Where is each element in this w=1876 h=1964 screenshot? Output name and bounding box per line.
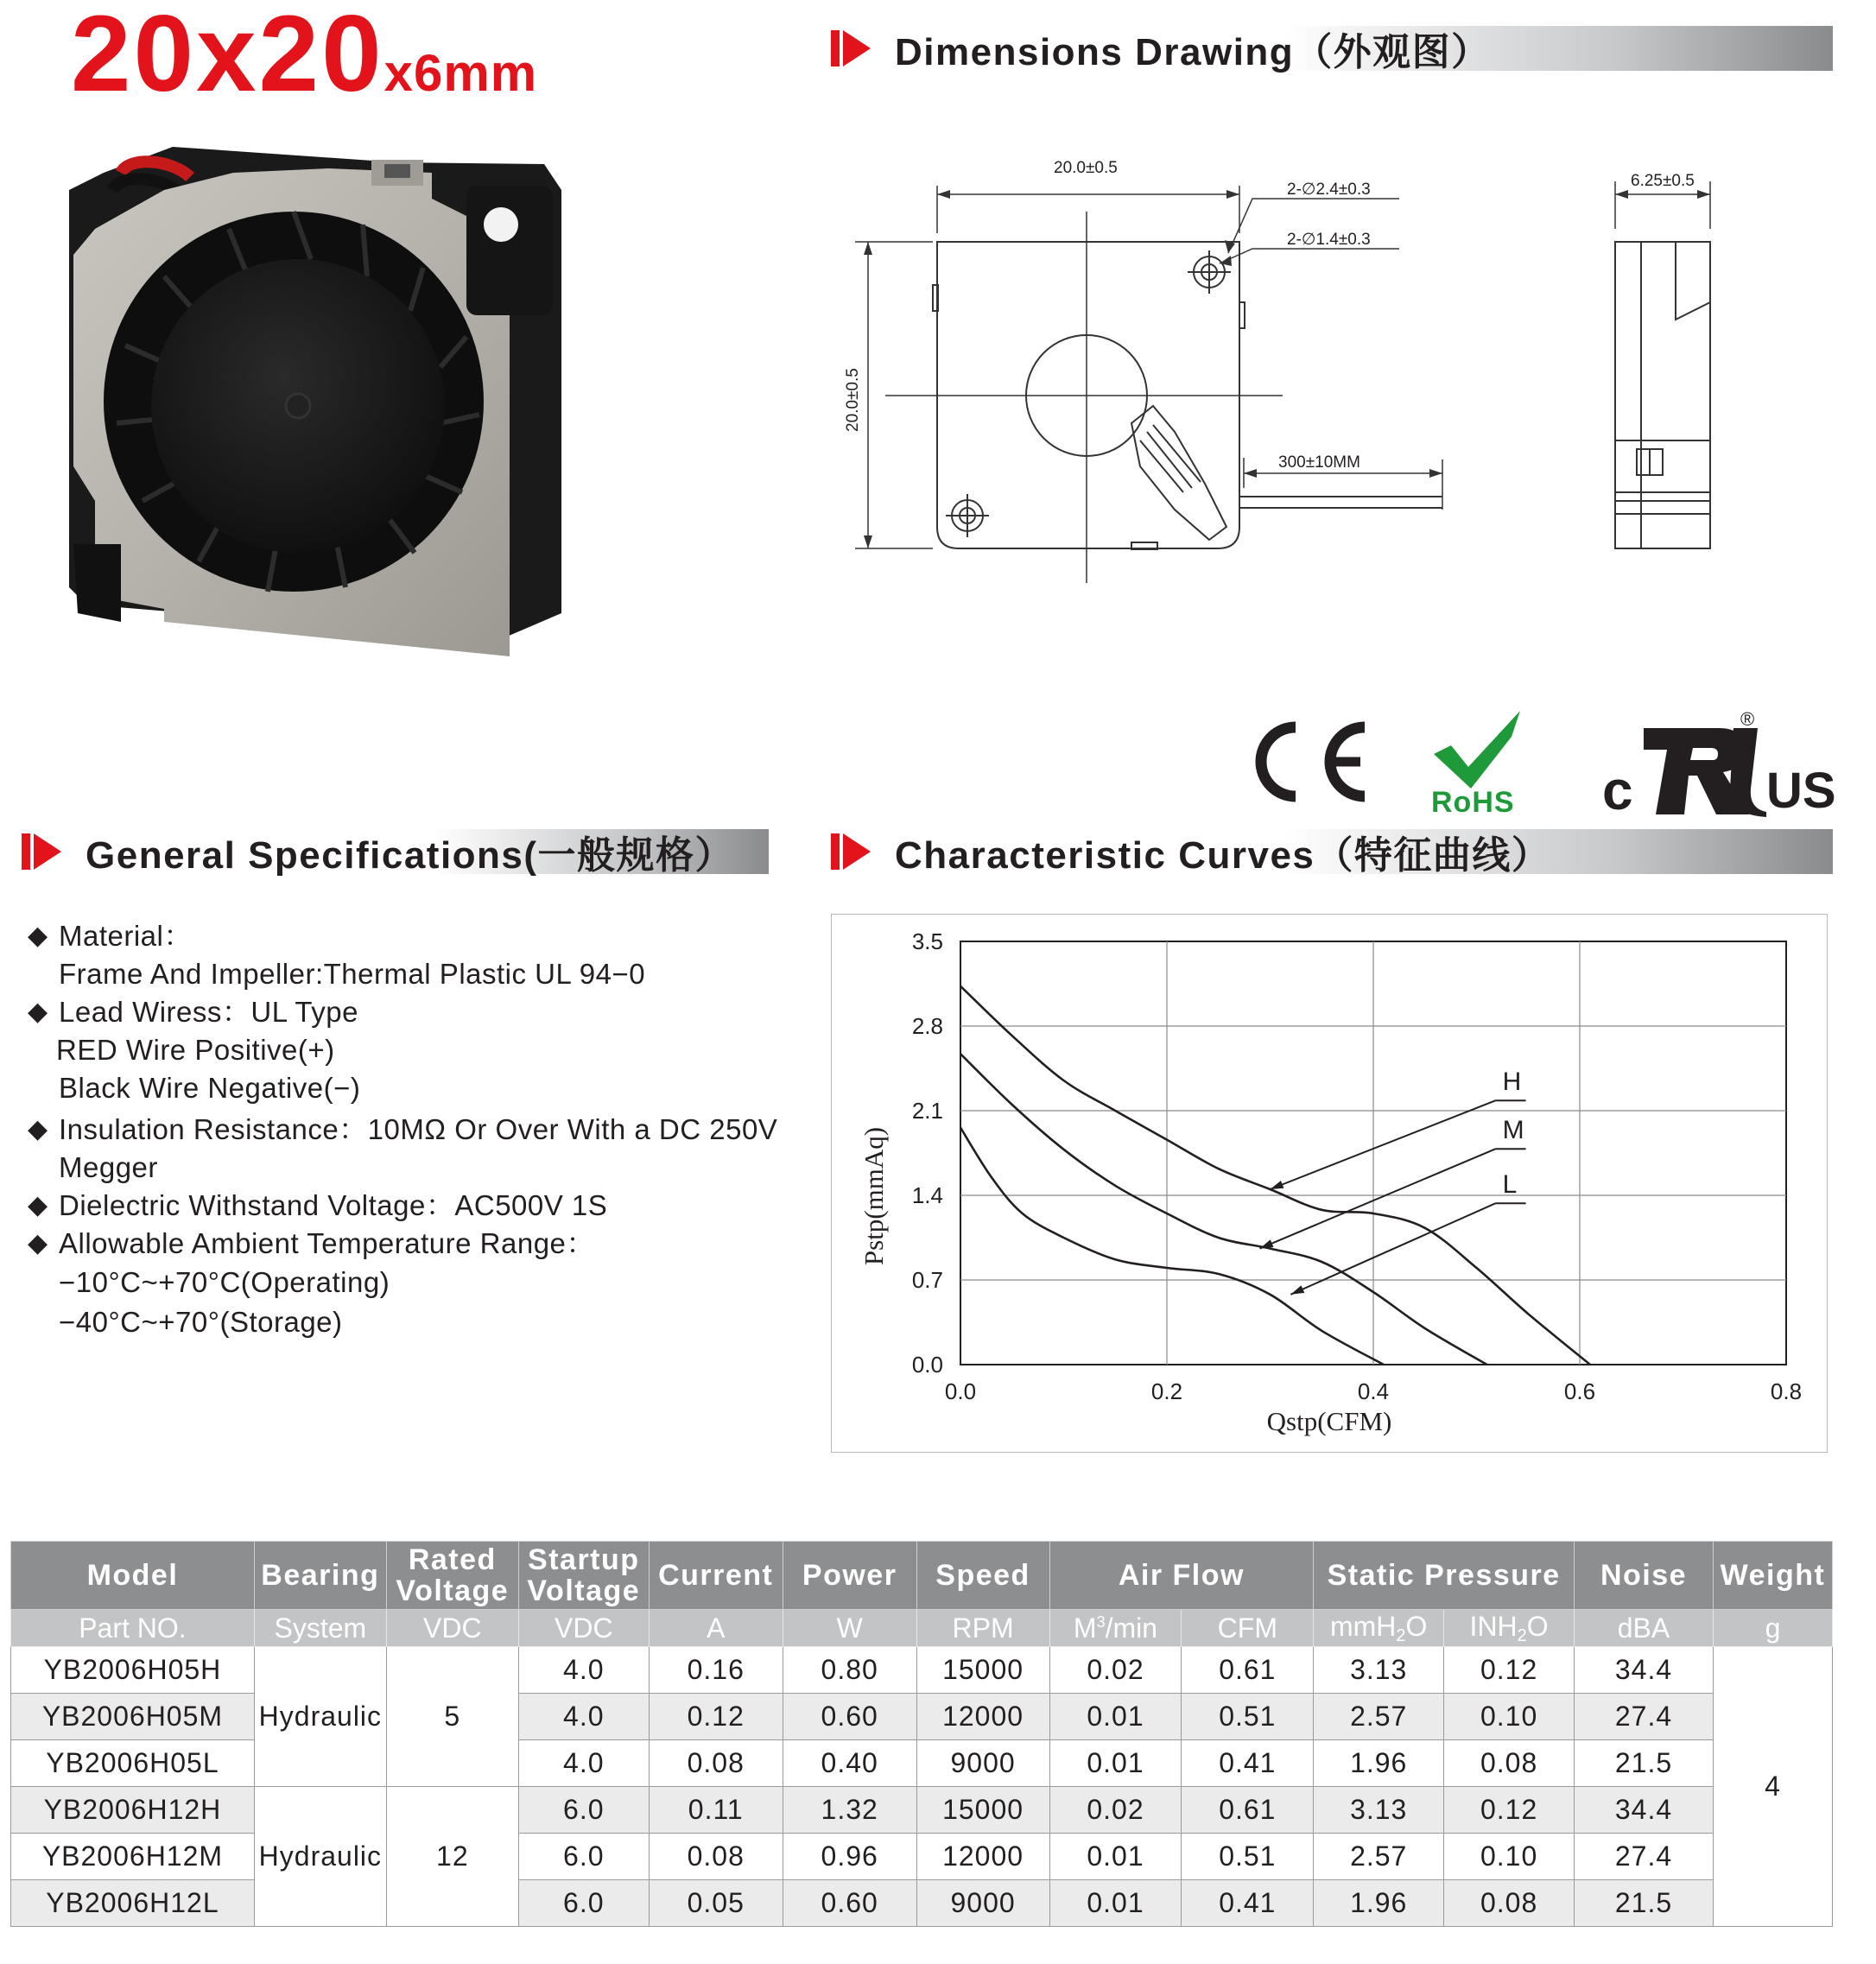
section-header-curves xyxy=(831,829,1833,877)
cell-airflow-m3min: 0.01 xyxy=(1049,1740,1182,1787)
th-air-flow: Air Flow xyxy=(1049,1542,1314,1610)
cell-startup-voltage: 4.0 xyxy=(518,1647,649,1694)
dim-height-label: 20.0±0.5 xyxy=(844,368,862,432)
spec-material xyxy=(28,917,840,955)
y-tick-label: 3.5 xyxy=(911,928,943,954)
unit-dba: dBA xyxy=(1575,1610,1714,1647)
cell-airflow-cfm: 0.61 xyxy=(1182,1647,1314,1694)
table-row xyxy=(11,1647,1833,1694)
cell-speed: 15000 xyxy=(916,1787,1049,1834)
th-startup-voltage: Startup Voltage xyxy=(518,1542,649,1610)
annotation-leader xyxy=(1260,1149,1496,1248)
unit-amps: A xyxy=(649,1610,783,1647)
y-tick-label: 0.0 xyxy=(911,1352,943,1378)
chart-ylabel: Pstp(mmAq) xyxy=(859,1126,889,1266)
arrow-marker-icon xyxy=(22,832,61,871)
cell-startup-voltage: 4.0 xyxy=(518,1694,649,1740)
spec-ambient-label: Allowable Ambient Temperature Range： xyxy=(59,1227,595,1259)
cell-airflow-cfm: 0.41 xyxy=(1182,1880,1314,1927)
cell-noise: 34.4 xyxy=(1575,1787,1714,1834)
cell-pressure-inh2o: 0.08 xyxy=(1444,1740,1575,1787)
table-row xyxy=(11,1787,1833,1834)
section-title-dimensions: Dimensions Drawing（外观图） xyxy=(895,31,1491,73)
product-title xyxy=(71,0,537,127)
y-tick-label: 0.7 xyxy=(911,1267,943,1293)
ul-c-label: c xyxy=(1602,759,1633,821)
y-tick-label: 1.4 xyxy=(911,1182,943,1208)
cell-pressure-inh2o: 0.08 xyxy=(1444,1880,1575,1927)
th-static-pressure: Static Pressure xyxy=(1314,1542,1575,1610)
spec-lead-black: Black Wire Negative(−) xyxy=(59,1072,361,1104)
x-tick-label: 0.2 xyxy=(1150,1378,1183,1404)
annotation-arrowhead xyxy=(1271,1181,1284,1189)
cell-power: 0.60 xyxy=(783,1694,916,1740)
cell-power: 0.60 xyxy=(783,1880,916,1927)
cell-power: 0.80 xyxy=(783,1647,916,1694)
spec-lead-red: RED Wire Positive(+) xyxy=(56,1034,335,1066)
dim-thickness-label: 6.25±0.5 xyxy=(1631,172,1695,190)
cell-bearing: Hydraulic xyxy=(254,1647,386,1787)
cell-speed: 9000 xyxy=(916,1740,1049,1787)
arrow-marker-icon xyxy=(831,832,871,871)
cell-noise: 21.5 xyxy=(1575,1740,1714,1787)
spec-insulation-megger: Megger xyxy=(59,1151,158,1183)
cell-speed: 12000 xyxy=(916,1694,1049,1740)
dim-width-label: 20.0±0.5 xyxy=(1054,159,1118,177)
cell-pressure-inh2o: 0.10 xyxy=(1444,1834,1575,1880)
th-model: Model xyxy=(11,1542,255,1610)
cell-rated-voltage: 12 xyxy=(386,1787,518,1927)
cell-pressure-inh2o: 0.12 xyxy=(1444,1787,1575,1834)
cell-pressure-inh2o: 0.12 xyxy=(1444,1647,1575,1694)
fan-product-image xyxy=(60,138,579,665)
spec-operating: −10°C~+70°C(Operating) xyxy=(59,1266,390,1298)
spec-storage: −40°C~+70°(Storage) xyxy=(59,1306,343,1338)
unit-rpm: RPM xyxy=(916,1610,1049,1647)
section-title-curves: Characteristic Curves（特征曲线） xyxy=(895,834,1551,877)
spec-dielectric xyxy=(28,1187,840,1225)
diamond-bullet-icon: ◆ xyxy=(28,922,48,950)
cell-model: YB2006H05H xyxy=(11,1647,255,1694)
diamond-bullet-icon: ◆ xyxy=(28,1115,48,1144)
cell-noise: 27.4 xyxy=(1575,1834,1714,1880)
curve-m xyxy=(960,1054,1486,1365)
cell-pressure-mmh2o: 3.13 xyxy=(1314,1787,1444,1834)
th-noise: Noise xyxy=(1575,1542,1714,1610)
cell-airflow-m3min: 0.01 xyxy=(1049,1694,1182,1740)
arrow-marker-icon xyxy=(831,29,871,68)
curve-l xyxy=(960,1128,1384,1365)
ul-us-label: US xyxy=(1766,763,1836,819)
x-tick-label: 0.6 xyxy=(1563,1378,1596,1404)
unit-vdc: VDC xyxy=(518,1610,649,1647)
unit-vdc: VDC xyxy=(386,1610,518,1647)
cell-airflow-cfm: 0.41 xyxy=(1182,1740,1314,1787)
y-tick-label: 2.8 xyxy=(911,1013,943,1039)
general-specifications xyxy=(28,917,840,1342)
cell-noise: 21.5 xyxy=(1575,1880,1714,1927)
cell-airflow-cfm: 0.51 xyxy=(1182,1694,1314,1740)
cell-startup-voltage: 6.0 xyxy=(518,1834,649,1880)
cell-noise: 34.4 xyxy=(1575,1647,1714,1694)
annotation-leader xyxy=(1271,1100,1496,1189)
unit-watts: W xyxy=(783,1610,916,1647)
spec-dielectric-label: Dielectric Withstand Voltage：AC500V 1S xyxy=(59,1189,608,1221)
cell-airflow-m3min: 0.02 xyxy=(1049,1647,1182,1694)
rohs-mark xyxy=(1429,706,1533,819)
unit-m3min: $M^3/\min$ xyxy=(1049,1610,1182,1647)
cell-model: YB2006H05M xyxy=(11,1694,255,1740)
cell-pressure-inh2o: 0.10 xyxy=(1444,1694,1575,1740)
cell-current: 0.08 xyxy=(649,1740,783,1787)
dim-hole-small-label: 2-∅1.4±0.3 xyxy=(1287,231,1371,249)
ce-mark-icon xyxy=(1248,719,1369,805)
spec-material-value: Frame And Impeller:Thermal Plastic UL 94−0 xyxy=(59,958,646,990)
cell-model: YB2006H05L xyxy=(11,1740,255,1787)
cell-current: 0.05 xyxy=(649,1880,783,1927)
cell-current: 0.08 xyxy=(649,1834,783,1880)
cell-model: YB2006H12M xyxy=(11,1834,255,1880)
checkmark-icon xyxy=(1429,706,1533,793)
x-tick-label: 0.4 xyxy=(1357,1378,1390,1404)
th-power: Power xyxy=(783,1542,916,1610)
cell-airflow-cfm: 0.61 xyxy=(1182,1787,1314,1834)
th-speed: Speed xyxy=(916,1542,1049,1610)
title-thickness: x6mm xyxy=(383,44,538,102)
spec-lead-label: Lead Wiress：UL Type xyxy=(59,996,358,1028)
cell-startup-voltage: 4.0 xyxy=(518,1740,649,1787)
cell-power: 1.32 xyxy=(783,1787,916,1834)
dim-hole-large-label: 2-∅2.4±0.3 xyxy=(1287,181,1371,199)
table-units-row xyxy=(11,1610,1833,1647)
curve-label-h: H xyxy=(1502,1068,1522,1097)
curve-label-l: L xyxy=(1502,1170,1518,1200)
cell-airflow-m3min: 0.02 xyxy=(1049,1787,1182,1834)
curve-h xyxy=(960,986,1590,1365)
unit-mmh2o: mmH$_2$O xyxy=(1314,1610,1444,1647)
unit-part-no: Part NO. xyxy=(11,1610,255,1647)
cell-noise: 27.4 xyxy=(1575,1694,1714,1740)
chart-xlabel: Qstp(CFM) xyxy=(1266,1406,1392,1436)
spec-insulation-label: Insulation Resistance：10MΩ Or Over With a DC 250V xyxy=(59,1113,778,1145)
title-size: 20x20 xyxy=(71,0,384,114)
dim-lead-label: 300±10MM xyxy=(1278,453,1360,472)
unit-grams: g xyxy=(1713,1610,1832,1647)
cell-weight: 4 xyxy=(1713,1647,1832,1927)
ul-logo-icon xyxy=(1637,715,1775,819)
section-header-dimensions xyxy=(831,26,1833,71)
ul-registered-label: ® xyxy=(1740,708,1755,730)
cell-startup-voltage: 6.0 xyxy=(518,1880,649,1927)
x-tick-label: 0.8 xyxy=(1770,1378,1803,1404)
dimensions-drawing xyxy=(829,147,1822,596)
th-bearing: Bearing xyxy=(254,1542,386,1610)
ul-mark xyxy=(1602,708,1836,821)
y-tick-label: 2.1 xyxy=(911,1098,943,1124)
th-weight: Weight xyxy=(1713,1542,1832,1610)
section-title-general: General Specifications(一般规格） xyxy=(86,834,735,877)
cell-pressure-mmh2o: 1.96 xyxy=(1314,1880,1444,1927)
cell-current: 0.12 xyxy=(649,1694,783,1740)
diamond-bullet-icon: ◆ xyxy=(28,1191,48,1220)
unit-inh2o: $INH_2O$ xyxy=(1444,1610,1575,1647)
cell-pressure-mmh2o: 2.57 xyxy=(1314,1694,1444,1740)
unit-system: System xyxy=(254,1610,386,1647)
annotation-arrowhead xyxy=(1290,1285,1304,1295)
cell-speed: 9000 xyxy=(916,1880,1049,1927)
annotation-arrowhead xyxy=(1260,1239,1274,1248)
cell-rated-voltage: 5 xyxy=(386,1647,518,1787)
diamond-bullet-icon: ◆ xyxy=(28,1229,48,1258)
curve-label-m: M xyxy=(1502,1116,1524,1145)
spec-ambient xyxy=(28,1225,840,1263)
cell-model: YB2006H12H xyxy=(11,1787,255,1834)
cell-airflow-cfm: 0.51 xyxy=(1182,1834,1314,1880)
section-header-general xyxy=(22,829,769,877)
x-tick-label: 0.0 xyxy=(944,1378,977,1404)
specifications-table xyxy=(10,1541,1833,1927)
cell-model: YB2006H12L xyxy=(11,1880,255,1927)
cell-bearing: Hydraulic xyxy=(254,1787,386,1927)
cell-startup-voltage: 6.0 xyxy=(518,1787,649,1834)
rohs-label: RoHS xyxy=(1431,786,1515,819)
spec-insulation xyxy=(28,1111,840,1149)
cell-airflow-m3min: 0.01 xyxy=(1049,1880,1182,1927)
characteristic-curves-chart xyxy=(831,914,1828,1453)
cell-power: 0.96 xyxy=(783,1834,916,1880)
table-header-row xyxy=(11,1542,1833,1610)
cell-pressure-mmh2o: 2.57 xyxy=(1314,1834,1444,1880)
cell-pressure-mmh2o: 3.13 xyxy=(1314,1647,1444,1694)
diamond-bullet-icon: ◆ xyxy=(28,998,48,1026)
cell-speed: 15000 xyxy=(916,1647,1049,1694)
th-current: Current xyxy=(649,1542,783,1610)
th-rated-voltage: Rated Voltage xyxy=(386,1542,518,1610)
spec-lead xyxy=(28,993,840,1031)
cell-airflow-m3min: 0.01 xyxy=(1049,1834,1182,1880)
unit-cfm: CFM xyxy=(1182,1610,1314,1647)
cell-current: 0.11 xyxy=(649,1787,783,1834)
spec-material-label: Material： xyxy=(59,920,193,952)
cell-current: 0.16 xyxy=(649,1647,783,1694)
cell-speed: 12000 xyxy=(916,1834,1049,1880)
cell-power: 0.40 xyxy=(783,1740,916,1787)
cell-pressure-mmh2o: 1.96 xyxy=(1314,1740,1444,1787)
